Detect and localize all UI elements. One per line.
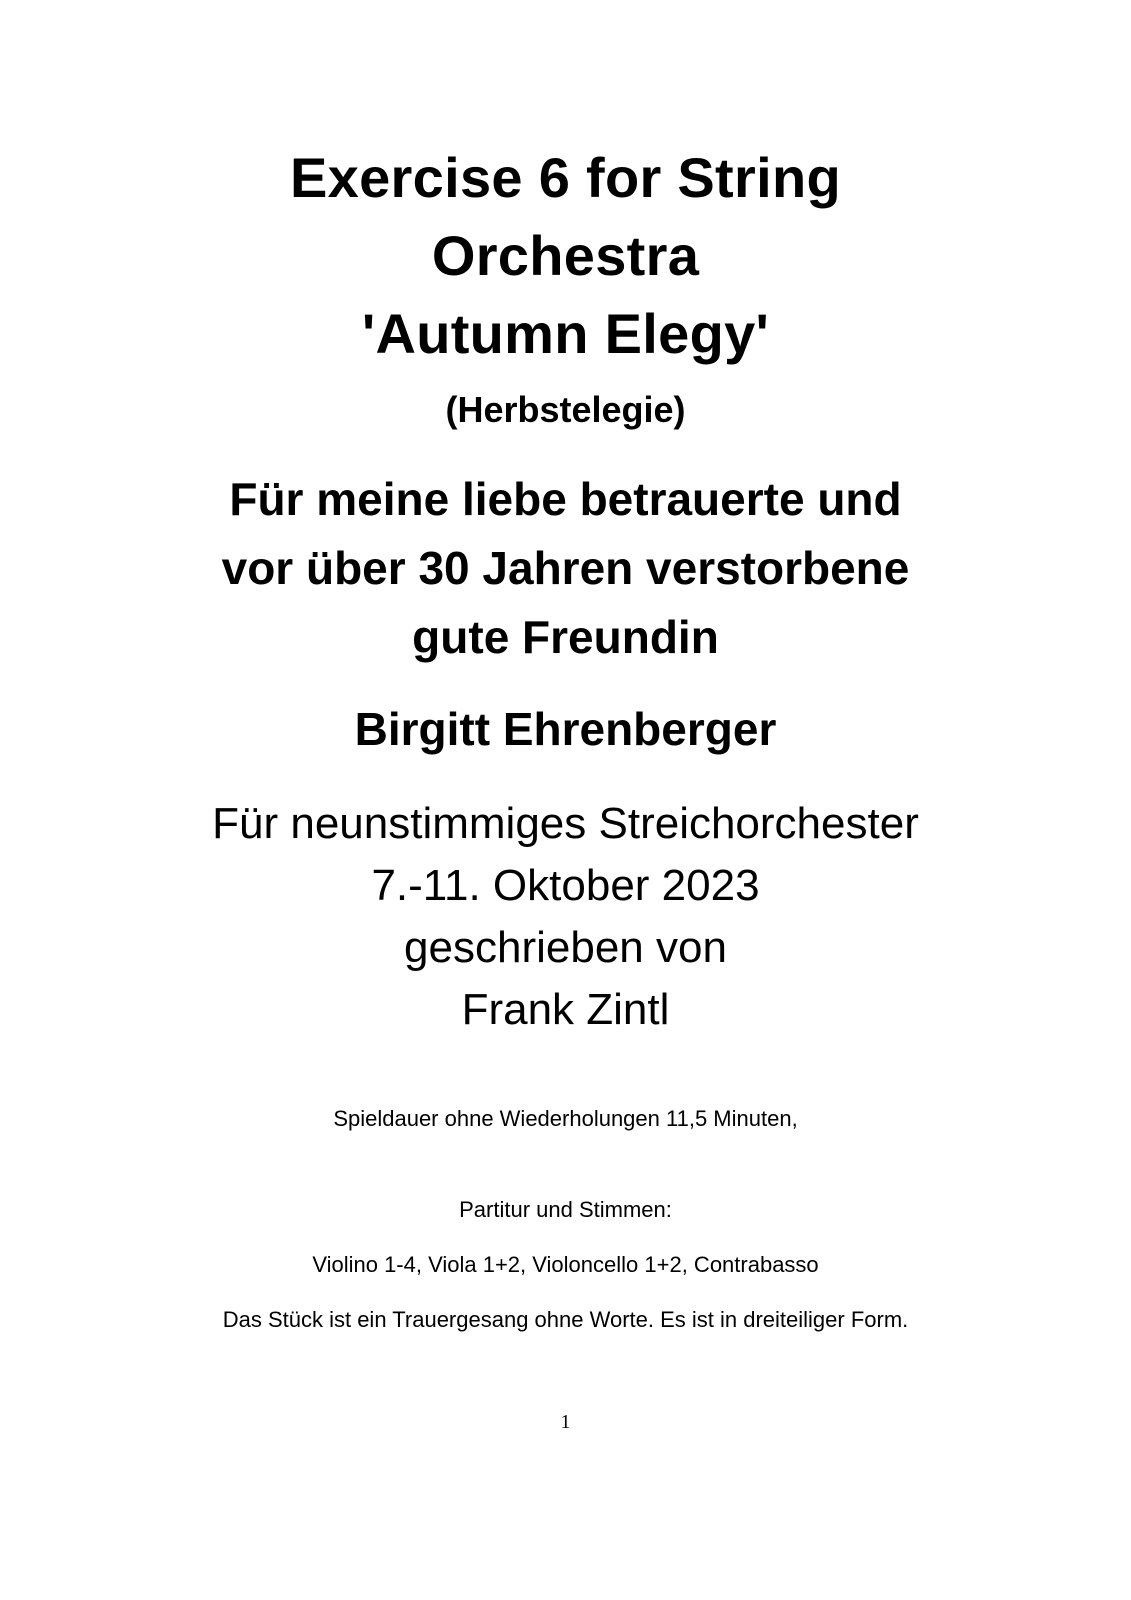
parts-list: Violino 1-4, Viola 1+2, Violoncello 1+2, Contrabasso bbox=[312, 1252, 819, 1277]
duration-note: Spieldauer ohne Wiederholungen 11,5 Minuten, bbox=[333, 1106, 798, 1131]
dedication-line-3: gute Freundin bbox=[412, 611, 719, 663]
title-line-3: 'Autumn Elegy' bbox=[361, 302, 770, 365]
dedicatee-name: Birgitt Ehrenberger bbox=[354, 703, 777, 755]
composer-name: Frank Zintl bbox=[461, 985, 670, 1034]
date-line: 7.-11. Oktober 2023 bbox=[371, 861, 760, 910]
dedication-line-2: vor über 30 Jahren verstorbene bbox=[221, 542, 910, 594]
page-number: 1 bbox=[560, 1411, 571, 1433]
written-by-line: geschrieben von bbox=[404, 923, 727, 972]
instrumentation-line: Für neunstimmiges Streichorchester bbox=[212, 799, 919, 848]
title-line-1: Exercise 6 for String bbox=[290, 146, 841, 209]
dedication-line-1: Für meine liebe betrauerte und bbox=[229, 473, 902, 525]
subtitle: (Herbstelegie) bbox=[445, 389, 686, 430]
parts-heading: Partitur und Stimmen: bbox=[459, 1197, 672, 1222]
piece-description: Das Stück ist ein Trauergesang ohne Worte. Es ist in dreiteiliger Form. bbox=[222, 1307, 909, 1332]
title-line-2: Orchestra bbox=[431, 224, 700, 287]
